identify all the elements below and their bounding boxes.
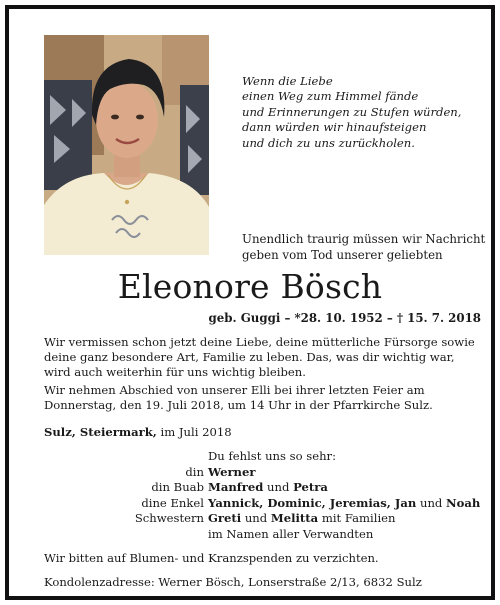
family-connector: im Namen aller Verwandten [208, 526, 374, 541]
family-row [44, 465, 484, 481]
poem-line: einen Weg zum Himmel fände [242, 89, 419, 104]
family-member-name: Petra [293, 480, 328, 495]
family-connector: und [263, 480, 294, 495]
family-connector: mit Familien [318, 511, 396, 526]
poem-line: Wenn die Liebe [242, 74, 333, 88]
message-body [44, 335, 484, 415]
family-connector: und [241, 511, 271, 526]
announcement-intro [242, 231, 485, 263]
family-member-name: Werner [208, 464, 256, 479]
dates-text: geb. Guggi – *28. 10. 1952 – † 15. 7. 2018 [208, 311, 481, 325]
family-member-name: Greti [208, 511, 242, 526]
family-members [208, 480, 328, 496]
family-relation: din Buab [151, 480, 204, 495]
obituary-card [5, 5, 495, 600]
family-heading-row [44, 449, 484, 465]
funeral-details: Wir nehmen Abschied von unserer Elli bei ihrer letzten Feier am Donnerstag, den 19. Juli 2018, um 14 Uhr in der Pfarrkirche Sulz. [44, 382, 433, 412]
family-member-name: Yannick, Dominic, Jeremias, Jan [208, 495, 417, 510]
intro-line: Unendlich traurig müssen wir Nachricht [242, 232, 486, 246]
family-member-name: Noah [446, 495, 481, 510]
family-row [44, 511, 484, 527]
birth-death-dates [9, 311, 481, 325]
family-row [44, 527, 484, 543]
family-row [44, 496, 484, 512]
family-heading: Du fehlst uns so sehr: [208, 449, 336, 463]
intro-line: geben vom Tod unserer geliebten [242, 248, 443, 262]
donation-note: Wir bitten auf Blumen- und Kranzspenden zu verzichten. [44, 551, 379, 565]
portrait-illustration [44, 35, 209, 255]
place-name: Sulz, Steiermark, [44, 425, 157, 439]
place-date [44, 425, 232, 439]
place-month: im Juli 2018 [160, 425, 232, 439]
message-paragraph: Wir vermissen schon jetzt deine Liebe, deine mütterliche Fürsorge sowie deine ganz besondere Art, Familie zu leben. Das, was dir wichtig war, wird auch weiterhin für uns wichtig bleiben. [44, 335, 475, 380]
family-row [44, 480, 484, 496]
family-relation: Schwestern [134, 511, 204, 526]
family-connector: und [416, 495, 447, 510]
family-member-name: Manfred [208, 480, 264, 495]
family-list [44, 449, 484, 543]
poem [242, 74, 461, 151]
family-members [208, 496, 480, 512]
family-members [208, 511, 396, 527]
family-relation: din [185, 464, 204, 479]
family-members [208, 465, 255, 481]
deceased-name: Eleonore Bösch [117, 267, 383, 306]
condolence-address: Kondolenzadresse: Werner Bösch, Lonserstraße 2/13, 6832 Sulz [44, 575, 422, 589]
family-rows [44, 465, 484, 543]
family-relation [44, 527, 208, 543]
portrait-photo [44, 35, 209, 255]
poem-line: dann würden wir hinaufsteigen [242, 120, 427, 135]
family-members [208, 527, 373, 543]
family-member-name: Melitta [270, 511, 319, 526]
family-relation: dine Enkel [141, 495, 204, 510]
poem-line: und dich zu uns zurückholen. [242, 135, 415, 150]
poem-line: und Erinnerungen zu Stufen würden, [242, 104, 462, 119]
